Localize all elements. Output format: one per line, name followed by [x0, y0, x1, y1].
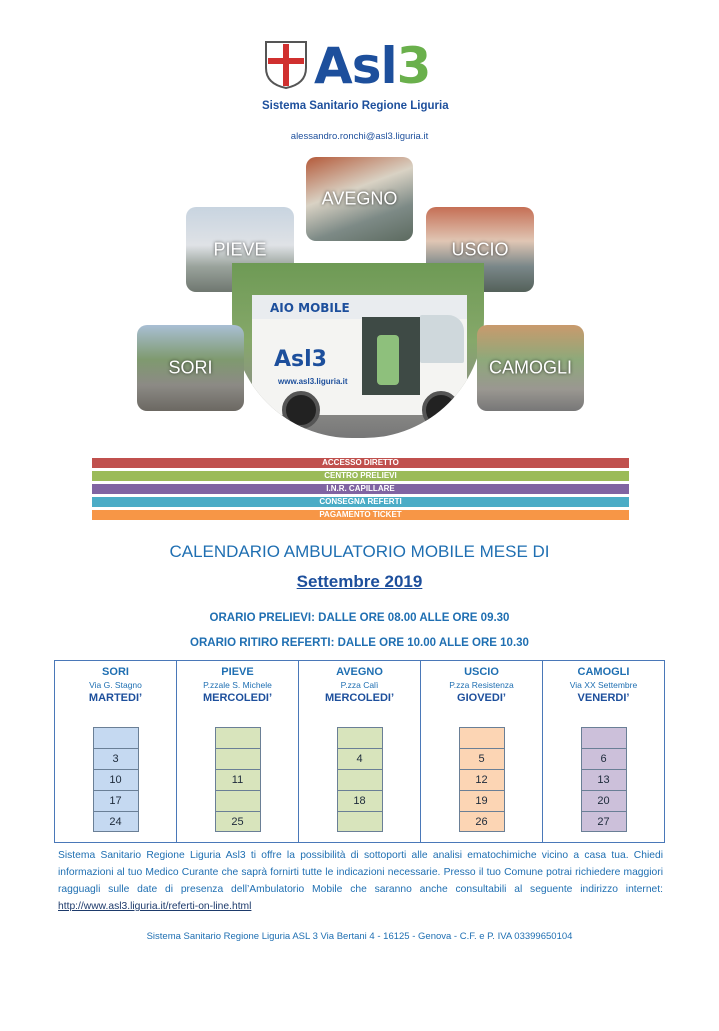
photo-caption-sori: SORI	[168, 357, 213, 378]
photo-sori	[137, 325, 244, 411]
photo-caption-uscio: USCIO	[451, 239, 509, 259]
column-day: VENERDI’	[577, 692, 630, 704]
column-town: AVEGNO	[336, 666, 383, 678]
column-town: PIEVE	[221, 666, 254, 678]
photo-camogli	[477, 325, 584, 411]
service-bar: CENTRO PRELIEVI	[92, 471, 629, 481]
brand-name-text: Asl	[314, 37, 397, 95]
liguria-shield-icon	[264, 40, 308, 90]
footer-address: Sistema Sanitario Regione Liguria ASL 3 Via Bertani 4 - 16125 - Genova - C.F. e P. IVA 03399650104	[146, 931, 573, 942]
service-bar: I.N.R. CAPILLARE	[92, 484, 629, 494]
photo-avegno	[306, 157, 413, 241]
referti-link[interactable]: http://www.asl3.liguria.it/referti-on-line.html	[58, 901, 252, 912]
date-cell: 10	[93, 769, 139, 790]
brand-name-number: 3	[396, 37, 431, 95]
date-cell: 27	[581, 811, 627, 832]
date-cell: 11	[215, 769, 261, 790]
orario-prelievi: ORARIO PRELIEVI: DALLE ORE 08.00 ALLE ORE 09.30	[209, 612, 510, 624]
calendar-table	[54, 660, 665, 843]
info-paragraph	[58, 847, 663, 915]
date-cell	[337, 769, 383, 790]
orario-ritiro: ORARIO RITIRO REFERTI: DALLE ORE 10.00 ALLE ORE 10.30	[190, 637, 529, 649]
calendar-column-avegno	[299, 661, 421, 842]
date-cell: 3	[93, 748, 139, 769]
column-day: MERCOLEDI’	[324, 692, 395, 704]
calendar-month: Settembre 2019	[296, 572, 423, 591]
date-cell	[459, 727, 505, 748]
calendar-column-uscio	[421, 661, 543, 842]
column-address: P.zza Calì	[340, 680, 379, 690]
date-cell: 20	[581, 790, 627, 811]
services-list	[92, 458, 629, 523]
mobile-clinic-photo	[232, 263, 484, 438]
column-address: Via G. Stagno	[89, 680, 142, 690]
date-cell: 24	[93, 811, 139, 832]
van-label: AIO MOBILE	[270, 301, 350, 315]
date-cell	[215, 790, 261, 811]
date-cell: 12	[459, 769, 505, 790]
column-town: CAMOGLI	[577, 666, 630, 678]
date-cell	[215, 727, 261, 748]
date-cell: 25	[215, 811, 261, 832]
date-cell: 4	[337, 748, 383, 769]
calendar-column-pieve	[177, 661, 299, 842]
column-day: MERCOLEDI’	[202, 692, 273, 704]
photo-caption-avegno: AVEGNO	[321, 188, 398, 209]
date-cell	[93, 727, 139, 748]
date-cell	[581, 727, 627, 748]
calendar-title: CALENDARIO AMBULATORIO MOBILE MESE DI	[169, 542, 550, 561]
date-cell: 13	[581, 769, 627, 790]
van-illustration	[252, 295, 467, 415]
service-bar: CONSEGNA REFERTI	[92, 497, 629, 507]
column-town: SORI	[102, 666, 129, 678]
van-brand: Asl3	[274, 347, 327, 372]
date-cell: 26	[459, 811, 505, 832]
date-cell: 19	[459, 790, 505, 811]
column-address: P.zzale S. Michele	[203, 680, 272, 690]
date-cell: 6	[581, 748, 627, 769]
date-cell	[215, 748, 261, 769]
date-cell: 5	[459, 748, 505, 769]
column-town: USCIO	[464, 666, 499, 678]
column-day: MARTEDI’	[88, 692, 143, 704]
brand-name	[314, 36, 430, 96]
van-url: www.asl3.liguria.it	[278, 377, 348, 386]
column-address: P.zza Resistenza	[449, 680, 514, 690]
asl3-logo	[262, 38, 462, 118]
date-cell: 18	[337, 790, 383, 811]
date-cell: 17	[93, 790, 139, 811]
date-cell	[337, 727, 383, 748]
date-cell	[337, 811, 383, 832]
service-bar: ACCESSO DIRETTO	[92, 458, 629, 468]
column-day: GIOVEDI’	[457, 692, 506, 704]
contact-email[interactable]: alessandro.ronchi@asl3.liguria.it	[290, 131, 429, 142]
photo-caption-pieve: PIEVE	[213, 239, 267, 259]
calendar-column-camogli	[543, 661, 664, 842]
calendar-column-sori	[55, 661, 177, 842]
service-bar: PAGAMENTO TICKET	[92, 510, 629, 520]
photo-caption-camogli: CAMOGLI	[488, 357, 572, 378]
brand-subtitle: Sistema Sanitario Regione Liguria	[262, 100, 449, 112]
column-address: Via XX Settembre	[569, 680, 638, 690]
info-text: Sistema Sanitario Regione Liguria Asl3 ti offre la possibilità di sottoporti alle analisi ematochimiche vicino a casa tua. Chiedi informazioni al tuo Medico Curante che saprà fornirti tutte le indicazioni necessarie. Presso il tuo Comune potrai richiedere maggiori ragguagli sulle date di presenza dell’Ambulatorio Mobile che saranno anche consultabili al seguente indirizzo internet:	[58, 850, 663, 895]
